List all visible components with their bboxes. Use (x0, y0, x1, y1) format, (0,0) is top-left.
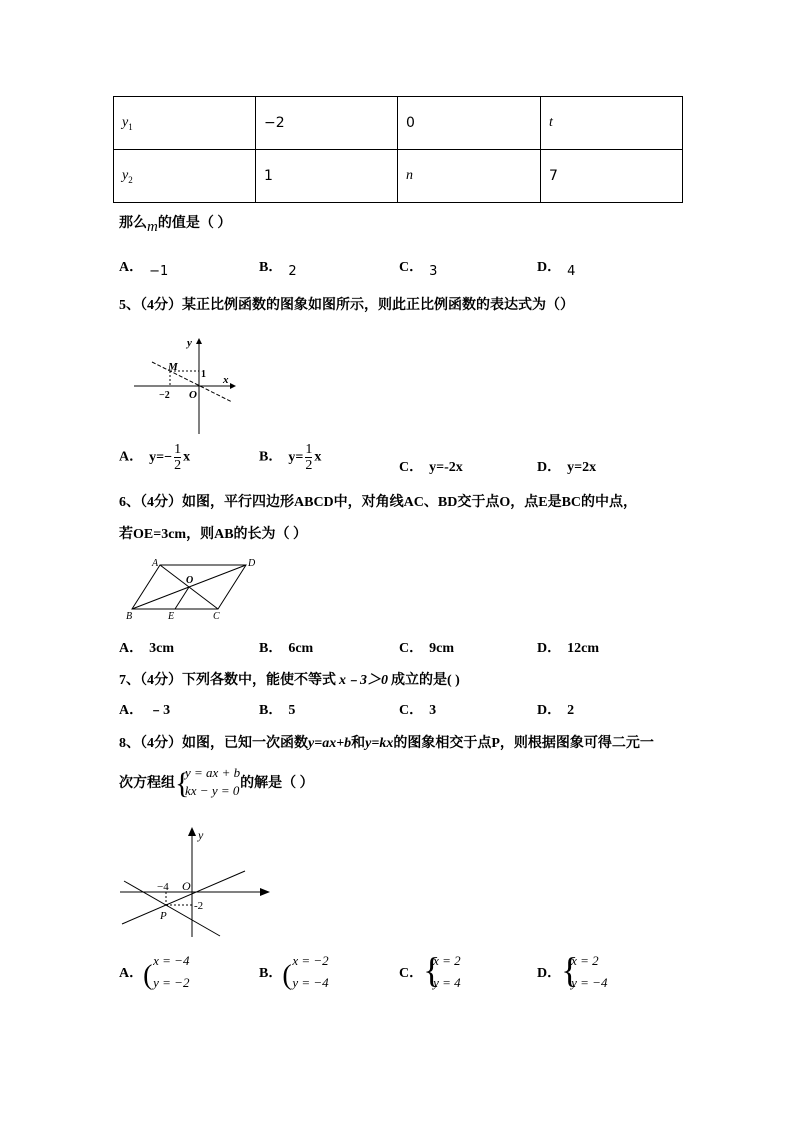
q6-stem-line2: 若OE=3cm，则AB的长为（ ） (119, 527, 308, 542)
q8-option-b[interactable]: B． ( x = −2 y = −4 (259, 953, 329, 991)
point-m-label: M (168, 361, 178, 373)
x-arrow-icon (230, 383, 236, 389)
solution-system: ( x = −4 y = −2 (143, 953, 190, 991)
q8-option-d[interactable]: D． { x = 2 y = −4 (537, 950, 608, 990)
table-row (114, 150, 683, 203)
solution-system: { x = 2 y = 4 (423, 950, 461, 990)
tick-x-label: −4 (157, 881, 169, 893)
q4-stem: 那么m的值是（ ） (119, 216, 232, 235)
q8-stem-line2: 次方程组 { y = ax + b kx − y = 0 的解是（ ） (119, 765, 314, 800)
q7-option-a[interactable]: A． ﹣3 (119, 703, 171, 718)
equation-system: { y = ax + b kx − y = 0 (175, 765, 241, 800)
q6-option-b[interactable]: B． 6cm (259, 641, 314, 656)
line-ax-b (124, 881, 220, 936)
q6-stem-line1: 6、（4分）如图，平行四边形ABCD中，对角线AC、BD交于点O，点E是BC的中点， (119, 495, 638, 510)
q7-option-b[interactable]: B． 5 (259, 703, 296, 718)
q7-option-d[interactable]: D． 2 (537, 703, 575, 718)
q5-option-c[interactable]: C． y=-2x (399, 460, 463, 475)
x-label: x (223, 374, 229, 386)
y-arrow-icon (188, 827, 196, 836)
q8-option-a[interactable]: A． ( x = −4 y = −2 (119, 953, 190, 991)
q7-stem: 7、（4分）下列各数中，能使不等式 x﹣3＞0 成立的是( ) (119, 673, 460, 688)
table-cell: −2 (256, 97, 398, 150)
segment-oe (175, 587, 189, 609)
q6-parallelogram-figure (124, 557, 264, 623)
origin-label: O (182, 879, 191, 893)
vertex-b-label: B (126, 611, 133, 622)
table-cell: t (541, 97, 683, 150)
table-cell: 1 (256, 150, 398, 203)
q5-graph (134, 330, 244, 436)
q4-option-d[interactable]: D． 4 (537, 260, 576, 279)
q8-graph (120, 824, 275, 940)
y-label: y (187, 337, 192, 349)
point-p-label: P (160, 910, 167, 922)
q8-stem-line1: 8、（4分）如图，已知一次函数y=ax+b和y=kx的图象相交于点P，则根据图象可得二元一 (119, 736, 654, 751)
table-cell: 0 (398, 97, 541, 150)
tick-y-label: -2 (194, 900, 204, 912)
q6-option-d[interactable]: D． 12cm (537, 641, 600, 656)
solution-system: { x = 2 y = −4 (561, 950, 608, 990)
q5-option-d[interactable]: D． y=2x (537, 460, 597, 475)
origin-label: O (189, 389, 197, 401)
table-cell: n (398, 150, 541, 203)
tick-x-label: −2 (159, 390, 170, 401)
q5-option-a[interactable]: A． y=− $\frac{1}{2}$ x (119, 442, 191, 473)
q4-option-b[interactable]: B． 2 (259, 260, 297, 279)
q4-option-a[interactable]: A． −1 (119, 260, 169, 279)
solution-system: ( x = −2 y = −4 (282, 953, 329, 991)
q6-option-a[interactable]: A． 3cm (119, 641, 175, 656)
vertex-c-label: C (213, 611, 220, 622)
q8-option-c[interactable]: C． { x = 2 y = 4 (399, 950, 461, 990)
q5-option-b[interactable]: B． y= $\frac{1}{2}$ x (259, 442, 322, 473)
y-arrow-icon (196, 338, 202, 344)
fraction: $\frac{1}{2}$ (174, 442, 182, 473)
vertex-a-label: A (152, 558, 159, 569)
point-o-label: O (186, 575, 194, 586)
q6-option-c[interactable]: C． 9cm (399, 641, 455, 656)
row-label: $y_2$ (114, 150, 256, 203)
value-table (113, 96, 683, 203)
table-row (114, 97, 683, 150)
q7-option-c[interactable]: C． 3 (399, 703, 437, 718)
y-label: y (198, 828, 204, 842)
vertex-d-label: D (248, 558, 256, 569)
q5-stem: 5、（4分）某正比例函数的图象如图所示，则此正比例函数的表达式为（） (119, 298, 574, 313)
q4-option-c[interactable]: C． 3 (399, 260, 438, 279)
fraction: $\frac{1}{2}$ (305, 442, 313, 473)
x-arrow-icon (260, 888, 270, 896)
row-label: $y_1$ (114, 97, 256, 150)
table-cell: 7 (541, 150, 683, 203)
tick-y-label: 1 (201, 369, 206, 380)
point-e-label: E (168, 611, 175, 622)
